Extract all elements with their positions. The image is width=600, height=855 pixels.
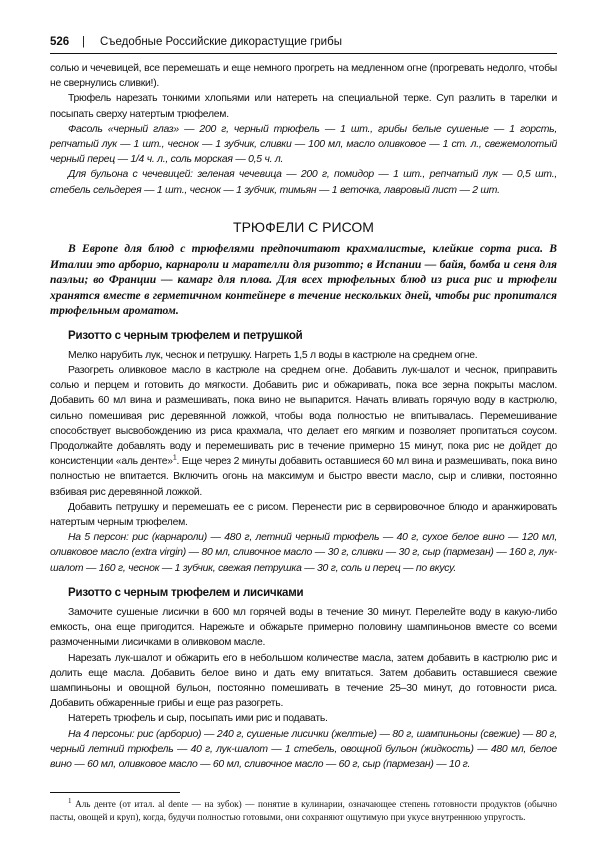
recipe-paragraph: Нарезать лук-шалот и обжарить его в небольшом количестве масла, затем добавить в кастрюлю рис и долить еще масла. Добавить белое вино и дать ему впитаться. Затем добавить оставшиеся свежие шампиньоны и овощной бульон, постоянно помешивать в течение 25–30 минут, до готовности риса. Добавить обжаренные грибы и еще раз разогреть. [50,652,557,710]
page-body [50,61,557,772]
recipe-title: Ризотто с черным трюфелем и лисичками [68,586,304,599]
recipe-paragraph: Замочите сушеные лисички в 600 мл горячей воды в течение 30 минут. Перелейте воду в какую-либо емкость, она еще пригодится. Нарежьте и обжарьте примерно половину шампиньонов вместе со всеми размоченными лисичками в оливковом масле. [50,606,557,649]
ingredients-list: Для бульона с чечевицей: зеленая чечевица — 200 г, помидор — 1 шт., репчатый лук — 0,5 шт., стебель сельдерея — 1 шт., чеснок — 1 зубчик, тимьян — 1 веточка, лавровый лист — 2 шт. [50,169,557,196]
running-head [50,34,557,54]
chapter-title: Съедобные Российские дикорастущие грибы [100,36,342,48]
page-number: 526 [50,36,70,48]
header-separator: | [82,36,85,48]
section-title: ТРЮФЕЛИ С РИСОМ [233,218,374,235]
continuation-paragraph: Трюфель нарезать тонкими хлопьями или натереть на специальной терке. Суп разлить в тарелки и посыпать сверху натертым трюфелем. [50,93,557,120]
recipe-text: . Еще через 2 минуты добавить оставшиеся 60 мл вина и размешивать, пока вино полностью не впитается. Включить огонь на максимум и быстро ввести масло, сыр и сливки, постоянно взбивая рис деревянной ложкой. [50,456,557,498]
recipe-paragraph [50,363,557,500]
book-page [50,34,557,823]
footnote-text: Аль денте (от итал. al dente — на зубок) — понятие в кулинарии, означающее степень готовности продуктов (обычно пасты, овощей и круп), когда, будучи полностью готовыми, они сохраняют ощутимую при укусе внутреннюю упругость. [50,799,557,822]
ingredients-list: Фасоль «черный глаз» — 200 г, черный трюфель — 1 шт., грибы белые сушеные — 1 горсть, репчатый лук — 1 шт., чеснок — 1 зубчик, сливки — 100 мл, масло оливковое — 1 ст. л., свежемолотый черный перец — 1/4 ч. л., соль морская — 0,5 ч. л. [50,123,557,166]
ingredients-list: На 4 персоны: рис (арборио) — 240 г, сушеные лисички (желтые) — 80 г, шампиньоны (свежие) — 80 г, черный летний трюфель — 40 г, лук-шалот — 1 стебель, овощной бульон (жидкость) — 480 мл, белое вино — 60 мл, оливковое масло — 60 мл, сливочное масло — 60 г, сыр (пармезан) — 10 г. [50,728,557,771]
footnote-reference[interactable]: 1 [172,454,177,462]
footnote-marker: 1 [68,797,72,806]
recipe-title: Ризотто с черным трюфелем и петрушкой [68,329,303,342]
continuation-paragraph: солью и чечевицей, все перемешать и еще немного прогреть на медленном огне (прогревать недолго, чтобы не свернулись сливки!). [50,63,557,90]
footnote-divider [50,792,180,793]
recipe-paragraph: Натереть трюфель и сыр, посыпать ими рис и подавать. [68,713,328,725]
ingredients-list: На 5 персон: рис (карнароли) — 480 г, летний черный трюфель — 40 г, сухое белое вино — 120 мл, оливковое масло (extra virgin) — 80 мл, сливочное масло — 30 г, сливки — 30 г, сыр (пармезан) — 160 г, лук-шалот — 160 г, чеснок — 1 зубчик, свежая петрушка — 30 г, соль и перец — по вкусу. [50,532,557,574]
recipe-paragraph: Добавить петрушку и перемешать ее с рисом. Перенести рис в сервировочное блюдо и аранжировать натертым черным трюфелем. [50,501,557,528]
footnote [50,798,557,823]
recipe-paragraph: Мелко нарубить лук, чеснок и петрушку. Нагреть 1,5 л воды в кастрюле на среднем огне. [68,349,478,361]
section-intro: В Европе для блюд с трюфелями предпочитают крахмалистые, клейкие сорта риса. В Италии это арборио, карнароли и марателли для ризотто; в Испании — байя, бомба и сеня для паэльи; во Франции — камарг для плова. Для всех трюфельных блюд из риса рис и трюфели хранятся вместе в герметичном контейнере в течение нескольких дней, чтобы рис пропитался трюфельным ароматом. [50,242,557,318]
recipe-text: Разогреть оливковое масло в кастрюле на среднем огне. Добавить лук-шалот и чеснок, приправить солью и перцем и готовить до мягкости. Добавить рис и обжаривать, пока все зерна покрыты маслом. Добавить 60 мл вина и размешивать, пока вино не выпарится. Начать вливать горячую воду в кастрюлю, сильно помешивая рис деревянной ложкой, чтобы вода полностью не впитывалась. Перемешивание способствует высвобождению из риса крахмала, что делает его мягким и позволяет пропитаться соусом. Продолжайте добавлять воду и перемешивать рис в течение примерно 15 минут, пока рис не дойдет до консистенции «аль денте» [50,364,557,468]
